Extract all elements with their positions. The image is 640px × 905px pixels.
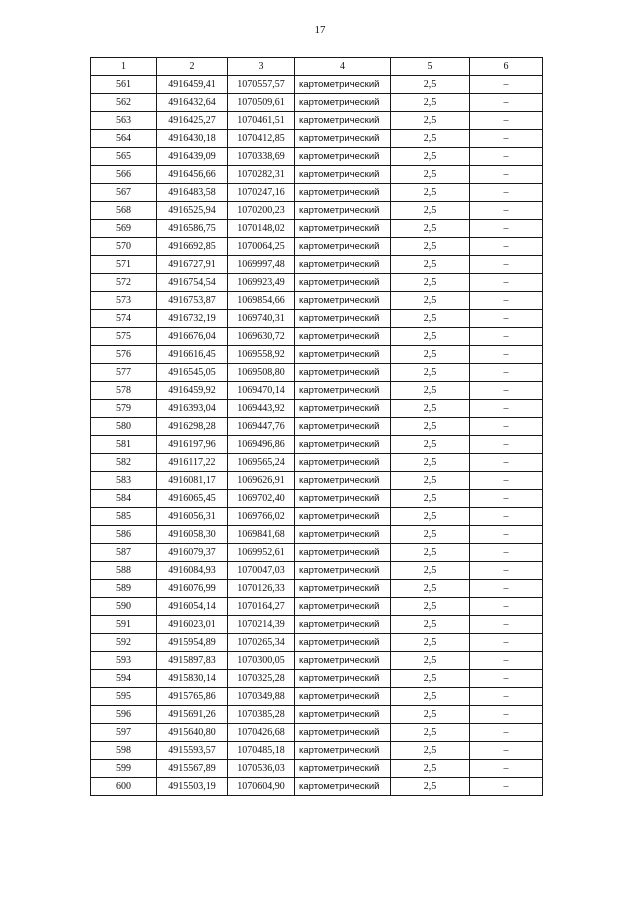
accuracy-cell: 2,5 [391,562,470,580]
method-cell: картометрический [295,778,391,796]
y-coordinate-cell: 1069997,48 [228,256,295,274]
y-coordinate-cell: 1070426,68 [228,724,295,742]
note-cell: – [470,490,543,508]
table-row [91,220,543,238]
y-coordinate-cell: 1070349,88 [228,688,295,706]
x-coordinate-cell: 4916456,66 [157,166,228,184]
x-coordinate-cell: 4916079,37 [157,544,228,562]
method-cell: картометрический [295,652,391,670]
table-row [91,256,543,274]
accuracy-cell: 2,5 [391,688,470,706]
y-coordinate-cell: 1070047,03 [228,562,295,580]
method-cell: картометрический [295,130,391,148]
note-cell: – [470,616,543,634]
table-header-row [91,58,543,76]
table-row [91,454,543,472]
x-coordinate-cell: 4915765,86 [157,688,228,706]
point-number-cell: 578 [91,382,157,400]
point-number-cell: 595 [91,688,157,706]
accuracy-cell: 2,5 [391,238,470,256]
accuracy-cell: 2,5 [391,706,470,724]
x-coordinate-cell: 4916065,45 [157,490,228,508]
note-cell: – [470,544,543,562]
note-cell: – [470,418,543,436]
note-cell: – [470,256,543,274]
method-cell: картометрический [295,472,391,490]
point-number-cell: 590 [91,598,157,616]
method-cell: картометрический [295,256,391,274]
point-number-cell: 581 [91,436,157,454]
y-coordinate-cell: 1070148,02 [228,220,295,238]
point-number-cell: 596 [91,706,157,724]
note-cell: – [470,130,543,148]
method-cell: картометрический [295,508,391,526]
point-number-cell: 600 [91,778,157,796]
table-row [91,292,543,310]
y-coordinate-cell: 1070265,34 [228,634,295,652]
note-cell: – [470,760,543,778]
y-coordinate-cell: 1070604,90 [228,778,295,796]
table-row [91,508,543,526]
method-cell: картометрический [295,148,391,166]
method-cell: картометрический [295,364,391,382]
x-coordinate-cell: 4915954,89 [157,634,228,652]
accuracy-cell: 2,5 [391,724,470,742]
accuracy-cell: 2,5 [391,580,470,598]
accuracy-cell: 2,5 [391,364,470,382]
x-coordinate-cell: 4916430,18 [157,130,228,148]
note-cell: – [470,742,543,760]
note-cell: – [470,400,543,418]
y-coordinate-cell: 1070126,33 [228,580,295,598]
table-row [91,562,543,580]
point-number-cell: 564 [91,130,157,148]
x-coordinate-cell: 4916393,04 [157,400,228,418]
method-cell: картометрический [295,634,391,652]
x-coordinate-cell: 4916483,58 [157,184,228,202]
accuracy-cell: 2,5 [391,130,470,148]
x-coordinate-cell: 4916459,92 [157,382,228,400]
note-cell: – [470,238,543,256]
y-coordinate-cell: 1070509,61 [228,94,295,112]
table-row [91,526,543,544]
note-cell: – [470,526,543,544]
note-cell: – [470,148,543,166]
method-cell: картометрический [295,544,391,562]
x-coordinate-cell: 4916616,45 [157,346,228,364]
point-number-cell: 589 [91,580,157,598]
x-coordinate-cell: 4916054,14 [157,598,228,616]
accuracy-cell: 2,5 [391,454,470,472]
column-header-1: 1 [91,58,157,76]
x-coordinate-cell: 4916525,94 [157,202,228,220]
y-coordinate-cell: 1069854,66 [228,292,295,310]
accuracy-cell: 2,5 [391,544,470,562]
accuracy-cell: 2,5 [391,670,470,688]
note-cell: – [470,778,543,796]
y-coordinate-cell: 1070338,69 [228,148,295,166]
accuracy-cell: 2,5 [391,616,470,634]
table-row [91,652,543,670]
point-number-cell: 577 [91,364,157,382]
note-cell: – [470,724,543,742]
y-coordinate-cell: 1070461,51 [228,112,295,130]
x-coordinate-cell: 4916058,30 [157,526,228,544]
accuracy-cell: 2,5 [391,256,470,274]
point-number-cell: 586 [91,526,157,544]
y-coordinate-cell: 1069923,49 [228,274,295,292]
x-coordinate-cell: 4916425,27 [157,112,228,130]
table-row [91,706,543,724]
x-coordinate-cell: 4915830,14 [157,670,228,688]
column-header-3: 3 [228,58,295,76]
note-cell: – [470,346,543,364]
table-row [91,382,543,400]
accuracy-cell: 2,5 [391,202,470,220]
table-row [91,274,543,292]
note-cell: – [470,598,543,616]
accuracy-cell: 2,5 [391,274,470,292]
note-cell: – [470,652,543,670]
note-cell: – [470,688,543,706]
note-cell: – [470,436,543,454]
y-coordinate-cell: 1070164,27 [228,598,295,616]
x-coordinate-cell: 4916081,17 [157,472,228,490]
accuracy-cell: 2,5 [391,598,470,616]
x-coordinate-cell: 4916439,09 [157,148,228,166]
note-cell: – [470,94,543,112]
note-cell: – [470,76,543,94]
table-row [91,634,543,652]
method-cell: картометрический [295,688,391,706]
table-row [91,166,543,184]
method-cell: картометрический [295,724,391,742]
x-coordinate-cell: 4915691,26 [157,706,228,724]
note-cell: – [470,706,543,724]
accuracy-cell: 2,5 [391,400,470,418]
table-row [91,472,543,490]
point-number-cell: 580 [91,418,157,436]
method-cell: картометрический [295,742,391,760]
note-cell: – [470,472,543,490]
x-coordinate-cell: 4916117,22 [157,454,228,472]
column-header-5: 5 [391,58,470,76]
accuracy-cell: 2,5 [391,328,470,346]
table-row [91,544,543,562]
x-coordinate-cell: 4916056,31 [157,508,228,526]
table-row [91,742,543,760]
note-cell: – [470,634,543,652]
x-coordinate-cell: 4915567,89 [157,760,228,778]
point-number-cell: 567 [91,184,157,202]
table-row [91,598,543,616]
note-cell: – [470,382,543,400]
y-coordinate-cell: 1070557,57 [228,76,295,94]
y-coordinate-cell: 1069558,92 [228,346,295,364]
y-coordinate-cell: 1070412,85 [228,130,295,148]
note-cell: – [470,112,543,130]
point-number-cell: 599 [91,760,157,778]
table-row [91,148,543,166]
y-coordinate-cell: 1070300,05 [228,652,295,670]
table-row [91,76,543,94]
x-coordinate-cell: 4916754,54 [157,274,228,292]
method-cell: картометрический [295,94,391,112]
note-cell: – [470,508,543,526]
method-cell: картометрический [295,616,391,634]
accuracy-cell: 2,5 [391,346,470,364]
accuracy-cell: 2,5 [391,418,470,436]
table-row [91,130,543,148]
y-coordinate-cell: 1070485,18 [228,742,295,760]
note-cell: – [470,166,543,184]
table-row [91,364,543,382]
table-row [91,238,543,256]
method-cell: картометрический [295,562,391,580]
point-number-cell: 569 [91,220,157,238]
accuracy-cell: 2,5 [391,94,470,112]
x-coordinate-cell: 4916432,64 [157,94,228,112]
table-row [91,724,543,742]
accuracy-cell: 2,5 [391,490,470,508]
method-cell: картометрический [295,184,391,202]
point-number-cell: 566 [91,166,157,184]
point-number-cell: 573 [91,292,157,310]
method-cell: картометрический [295,526,391,544]
y-coordinate-cell: 1069841,68 [228,526,295,544]
table-body [91,76,543,796]
column-header-4: 4 [295,58,391,76]
accuracy-cell: 2,5 [391,652,470,670]
y-coordinate-cell: 1069443,92 [228,400,295,418]
point-number-cell: 574 [91,310,157,328]
column-header-2: 2 [157,58,228,76]
point-number-cell: 561 [91,76,157,94]
y-coordinate-cell: 1069952,61 [228,544,295,562]
x-coordinate-cell: 4916023,01 [157,616,228,634]
method-cell: картометрический [295,274,391,292]
x-coordinate-cell: 4916732,19 [157,310,228,328]
accuracy-cell: 2,5 [391,472,470,490]
note-cell: – [470,454,543,472]
y-coordinate-cell: 1070214,39 [228,616,295,634]
x-coordinate-cell: 4915897,83 [157,652,228,670]
table-row [91,580,543,598]
note-cell: – [470,562,543,580]
table-row [91,436,543,454]
method-cell: картометрический [295,400,391,418]
accuracy-cell: 2,5 [391,184,470,202]
point-number-cell: 579 [91,400,157,418]
accuracy-cell: 2,5 [391,310,470,328]
note-cell: – [470,328,543,346]
method-cell: картометрический [295,454,391,472]
x-coordinate-cell: 4916545,05 [157,364,228,382]
note-cell: – [470,364,543,382]
table-row [91,616,543,634]
note-cell: – [470,184,543,202]
table-row [91,328,543,346]
point-number-cell: 562 [91,94,157,112]
table-row [91,778,543,796]
method-cell: картометрический [295,490,391,508]
table-row [91,490,543,508]
accuracy-cell: 2,5 [391,76,470,94]
note-cell: – [470,202,543,220]
method-cell: картометрический [295,292,391,310]
point-number-cell: 584 [91,490,157,508]
accuracy-cell: 2,5 [391,508,470,526]
x-coordinate-cell: 4916084,93 [157,562,228,580]
method-cell: картометрический [295,598,391,616]
point-number-cell: 588 [91,562,157,580]
method-cell: картометрический [295,346,391,364]
y-coordinate-cell: 1069740,31 [228,310,295,328]
accuracy-cell: 2,5 [391,436,470,454]
method-cell: картометрический [295,706,391,724]
column-header-6: 6 [470,58,543,76]
y-coordinate-cell: 1070385,28 [228,706,295,724]
note-cell: – [470,292,543,310]
table-row [91,400,543,418]
method-cell: картометрический [295,238,391,256]
y-coordinate-cell: 1069766,02 [228,508,295,526]
point-number-cell: 563 [91,112,157,130]
point-number-cell: 575 [91,328,157,346]
method-cell: картометрический [295,580,391,598]
x-coordinate-cell: 4916692,85 [157,238,228,256]
table-row [91,346,543,364]
accuracy-cell: 2,5 [391,292,470,310]
note-cell: – [470,310,543,328]
y-coordinate-cell: 1070325,28 [228,670,295,688]
x-coordinate-cell: 4916676,04 [157,328,228,346]
accuracy-cell: 2,5 [391,166,470,184]
accuracy-cell: 2,5 [391,526,470,544]
accuracy-cell: 2,5 [391,220,470,238]
method-cell: картометрический [295,166,391,184]
point-number-cell: 597 [91,724,157,742]
point-number-cell: 585 [91,508,157,526]
y-coordinate-cell: 1070064,25 [228,238,295,256]
method-cell: картометрический [295,670,391,688]
method-cell: картометрический [295,112,391,130]
point-number-cell: 571 [91,256,157,274]
table-row [91,760,543,778]
y-coordinate-cell: 1070282,31 [228,166,295,184]
point-number-cell: 568 [91,202,157,220]
accuracy-cell: 2,5 [391,760,470,778]
method-cell: картометрический [295,76,391,94]
x-coordinate-cell: 4916753,87 [157,292,228,310]
table-row [91,202,543,220]
y-coordinate-cell: 1070247,16 [228,184,295,202]
note-cell: – [470,274,543,292]
point-number-cell: 587 [91,544,157,562]
table-row [91,112,543,130]
point-number-cell: 593 [91,652,157,670]
method-cell: картометрический [295,310,391,328]
point-number-cell: 598 [91,742,157,760]
y-coordinate-cell: 1069702,40 [228,490,295,508]
y-coordinate-cell: 1069470,14 [228,382,295,400]
table-row [91,310,543,328]
method-cell: картометрический [295,436,391,454]
accuracy-cell: 2,5 [391,382,470,400]
x-coordinate-cell: 4916298,28 [157,418,228,436]
x-coordinate-cell: 4916459,41 [157,76,228,94]
note-cell: – [470,580,543,598]
note-cell: – [470,220,543,238]
coordinates-table [90,57,543,796]
y-coordinate-cell: 1069496,86 [228,436,295,454]
y-coordinate-cell: 1069565,24 [228,454,295,472]
x-coordinate-cell: 4915503,19 [157,778,228,796]
point-number-cell: 576 [91,346,157,364]
method-cell: картометрический [295,328,391,346]
table-row [91,184,543,202]
table-row [91,670,543,688]
note-cell: – [470,670,543,688]
table-row [91,94,543,112]
method-cell: картометрический [295,382,391,400]
point-number-cell: 565 [91,148,157,166]
point-number-cell: 570 [91,238,157,256]
y-coordinate-cell: 1069447,76 [228,418,295,436]
y-coordinate-cell: 1069626,91 [228,472,295,490]
x-coordinate-cell: 4916727,91 [157,256,228,274]
method-cell: картометрический [295,220,391,238]
y-coordinate-cell: 1069508,80 [228,364,295,382]
point-number-cell: 572 [91,274,157,292]
table-row [91,418,543,436]
x-coordinate-cell: 4915640,80 [157,724,228,742]
point-number-cell: 583 [91,472,157,490]
method-cell: картометрический [295,202,391,220]
point-number-cell: 594 [91,670,157,688]
x-coordinate-cell: 4916076,99 [157,580,228,598]
accuracy-cell: 2,5 [391,742,470,760]
accuracy-cell: 2,5 [391,112,470,130]
accuracy-cell: 2,5 [391,148,470,166]
y-coordinate-cell: 1069630,72 [228,328,295,346]
point-number-cell: 591 [91,616,157,634]
method-cell: картометрический [295,418,391,436]
table-row [91,688,543,706]
x-coordinate-cell: 4916197,96 [157,436,228,454]
point-number-cell: 582 [91,454,157,472]
y-coordinate-cell: 1070536,03 [228,760,295,778]
page-number: 17 [314,24,326,36]
x-coordinate-cell: 4915593,57 [157,742,228,760]
point-number-cell: 592 [91,634,157,652]
y-coordinate-cell: 1070200,23 [228,202,295,220]
accuracy-cell: 2,5 [391,634,470,652]
accuracy-cell: 2,5 [391,778,470,796]
method-cell: картометрический [295,760,391,778]
x-coordinate-cell: 4916586,75 [157,220,228,238]
